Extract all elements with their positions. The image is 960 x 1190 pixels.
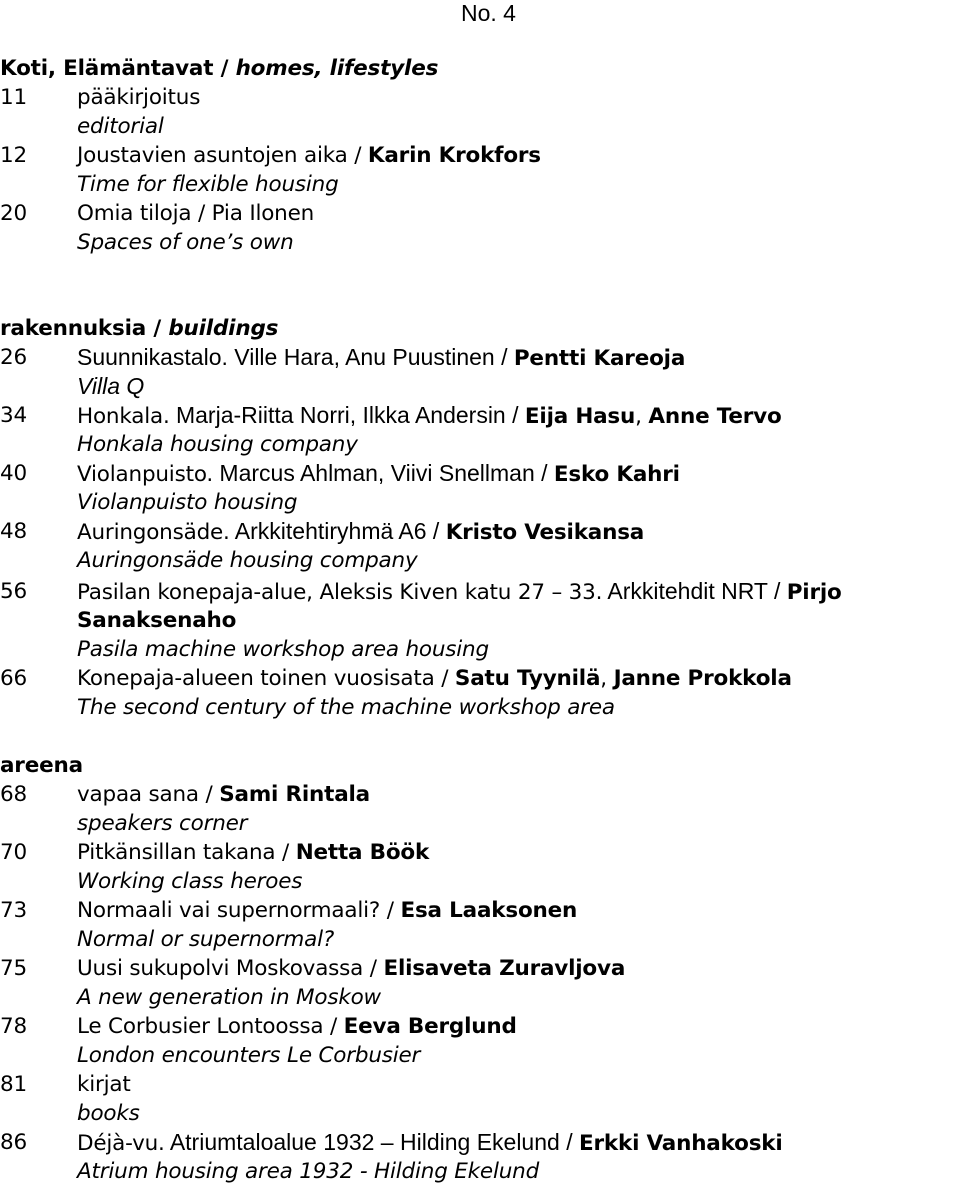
- section-heading-areena: areena: [0, 753, 83, 778]
- section-heading-buildings: rakennuksia / buildings: [0, 316, 279, 341]
- document-page: No. 4 Koti, Elämäntavat / homes, lifestyles 11 pääkirjoitus editorial 12 Joustavien asuntojen aika / Karin Krokfors Time for flexible housing 20 Omia tiloja / Pia Ilonen Spaces of one’s own rakennuksia / buildings 26 Suunnikastalo. Ville Hara, Anu Puustinen / Pentti Kareoja Villa Q 34 Honkala. Marja-Riitta Norri, Ilkka Andersin / Eija Hasu, Anne Tervo Honkala housing company 40 Violanpuisto. Marcus Ahlman, Viivi Snellman / Esko Kahri Violanpuisto housing 48 Auringonsäde. Arkkitehtiryhmä A6 / Kristo Vesikansa Auringonsäde housing company 56 Pasilan konepaja-alue, Aleksis Kiven katu 27 – 33. Arkkitehdit NRT / Pirjo Sanaksenaho Pasila machine workshop area housing 66 Konepaja-alueen toinen vuosisata / Satu Tyynilä, Janne Prokkola The second century of the machine workshop area areena 68 vapaa sana / Sami Rintala speakers corner 70 Pitkänsillan takana / Netta Böök Working class heroes 73 Normaali vai supernormaali? / Esa Laaksonen Normal or supernormal? 75 Uusi sukupolvi Moskovassa / Elisaveta Zuravljova A new generation in Moskow 78 Le Corbusier Lontoossa / Eeva Berglund London encounters Le Corbusier 81 kirjat books 86 Déjà-vu. Atriumtaloalue 1932 – Hilding Ekelund / Erkki Vanhakoski Atrium housing area 1932 - Hilding Ekelund: [0, 0, 842, 1184]
- section-heading-homes: Koti, Elämäntavat / homes, lifestyles: [0, 56, 439, 81]
- issue-number: No. 4: [461, 0, 516, 26]
